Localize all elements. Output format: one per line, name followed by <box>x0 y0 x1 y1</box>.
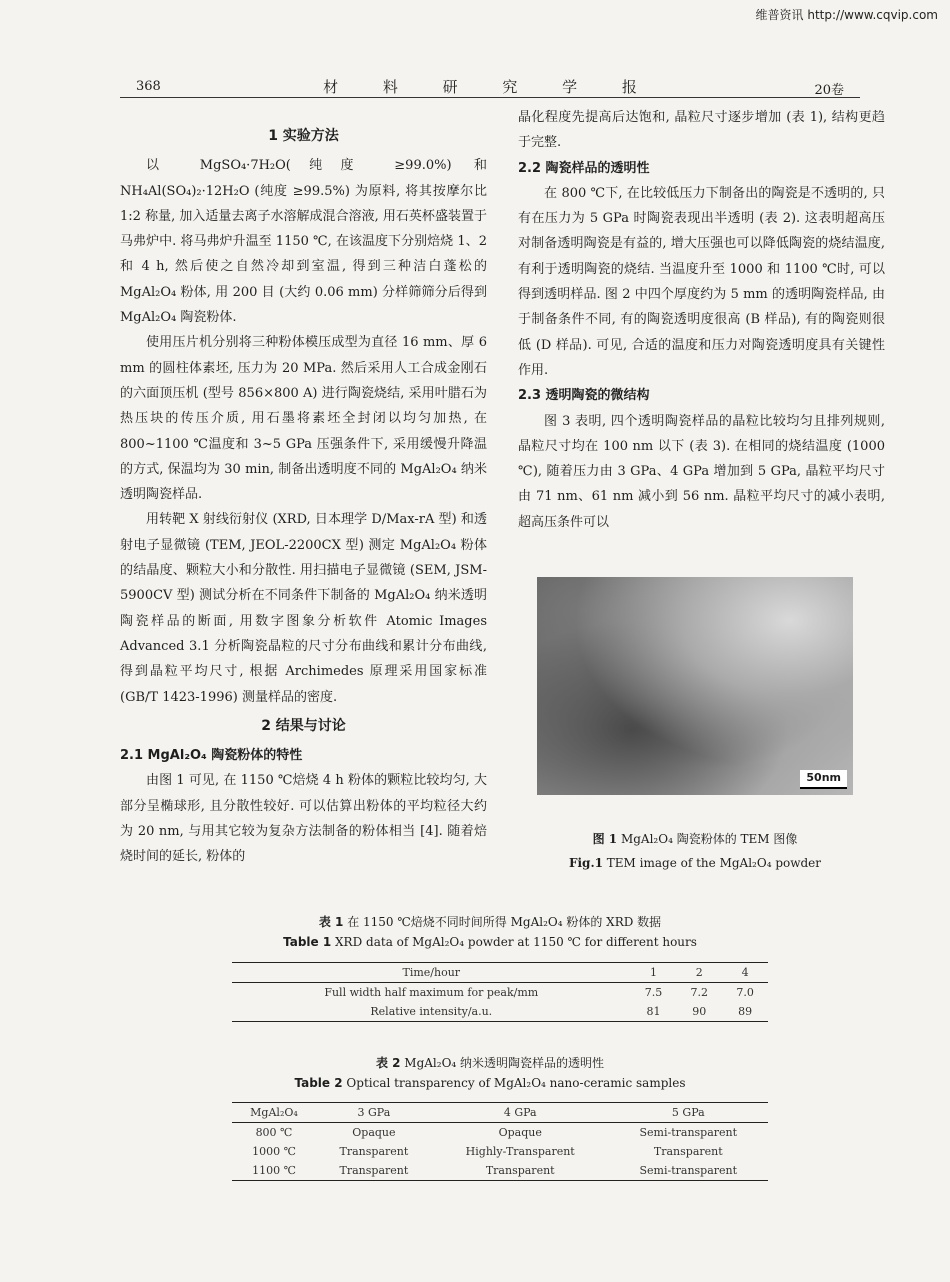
figure-caption <box>537 827 853 875</box>
table-cell: 7.2 <box>690 986 709 999</box>
table-cell: 7.0 <box>736 986 754 999</box>
table-cell: 800 ℃ <box>255 1126 293 1139</box>
table-cell: Opaque <box>352 1126 396 1139</box>
table-header-cell: 4 <box>722 963 768 983</box>
table-header-cell: 5 GPa <box>609 1103 768 1123</box>
figure-label-en: Fig.1 <box>568 856 603 870</box>
figure-caption-cn: MgAl₂O₄ 陶瓷粉体的 TEM 图像 <box>620 832 798 846</box>
running-header <box>120 75 860 98</box>
paragraph: 在 800 ℃下, 在比较低压力下制备出的陶瓷是不透明的, 只有在压力为 5 GPa 时陶瓷表现出半透明 (表 2). 这表明超高压对制备透明陶瓷是有益的, 增大压强也可以降低陶瓷的烧结温度, 有利于透明陶瓷的烧结. 当温度升至 1000 和 1100 ℃时, 可以得到透明样品. 图 2 中四个厚度约为 5 mm 的透明陶瓷样品, 由于制备条件不同, 有的陶瓷透明度很高 (B 样品), 有的陶瓷则很低 (D 样品). 可见, 合适的温度和压力对陶瓷透明度具有关键性作用. <box>518 185 885 378</box>
table-cell: Transparent <box>316 1161 432 1181</box>
table-cell: 89 <box>722 1002 768 1022</box>
table-cell: Semi-transparent <box>609 1161 768 1181</box>
watermark: 维普资讯 http://www.cqvip.com <box>755 8 938 22</box>
table2-label-cn: 表 2 <box>375 1056 401 1070</box>
table1-caption-cn: 在 1150 ℃焙烧不同时间所得 MgAl₂O₄ 粉体的 XRD 数据 <box>347 915 662 929</box>
subsection-heading-2-3: 2.3 透明陶瓷的微结构 <box>518 388 650 404</box>
section-heading-1: 1 实验方法 <box>268 128 339 144</box>
paragraph: 以 MgSO₄·7H₂O(纯度 ≥99.0%) 和 NH₄Al(SO₄)₂·12H₂O (纯度 ≥99.5%) 为原料, 将其按摩尔比 1:2 称量, 加入适量去离子水溶解成混合溶液, 用石英杯盛装置于马弗炉中. 将马弗炉升温至 1150 ℃, 在该温度下分别焙烧 1、2 和 4 h, 然后使之自然冷却到室温, 得到三种洁白蓬松的 MgAl₂O₄ 粉体, 用 200 目 (大约 0.06 mm) 分样筛筛分后得到 MgAl₂O₄ 陶瓷粉体. <box>120 158 487 326</box>
table1 <box>232 962 768 1022</box>
table1-caption <box>120 912 860 952</box>
table1-caption-en: XRD data of MgAl₂O₄ powder at 1150 ℃ for different hours <box>335 935 697 949</box>
table-cell: Highly-Transparent <box>465 1145 575 1158</box>
table2-caption <box>120 1053 860 1093</box>
volume-label: 20卷 <box>814 83 844 98</box>
table-row <box>232 1002 768 1022</box>
subsection-heading-2-2: 2.2 陶瓷样品的透明性 <box>518 160 650 176</box>
journal-title: 材 料 研 究 学 报 <box>323 78 657 96</box>
table-cell: Full width half maximum for peak/mm <box>324 986 539 999</box>
table-cell: Relative intensity/a.u. <box>232 1002 631 1022</box>
paragraph: 用转靶 X 射线衍射仪 (XRD, 日本理学 D/Max-rA 型) 和透射电子显微镜 (TEM, JEOL-2200CX 型) 测定 MgAl₂O₄ 粉体的结晶度、颗粒大小和分散性. 用扫描电子显微镜 (SEM, JSM-5900CV 型) 测试分析在不同条件下制备的 MgAl₂O₄ 纳米透明陶瓷样品的断面, 用数字图象分析软件 Atomic Images Advanced 3.1 分析陶瓷晶粒的尺寸分布曲线和累计分布曲线, 得到晶粒平均尺寸, 根据 Archimedes 原理采用国家标准 (GB/T 1423-1996) 测量样品的密度. <box>120 512 487 705</box>
table-cell: Transparent <box>339 1145 409 1158</box>
table-cell: 81 <box>631 1002 677 1022</box>
table-cell: Opaque <box>498 1126 542 1139</box>
section-heading-2: 2 结果与讨论 <box>261 717 346 734</box>
table-header-row <box>232 963 768 983</box>
table-header-cell: Time/hour <box>232 963 631 983</box>
right-column <box>518 105 885 535</box>
table1-label-cn: 表 1 <box>318 915 344 929</box>
table2-caption-cn: MgAl₂O₄ 纳米透明陶瓷样品的透明性 <box>404 1056 605 1070</box>
table-row <box>232 1142 768 1161</box>
figure-caption-en: TEM image of the MgAl₂O₄ powder <box>606 856 822 870</box>
table-header-cell: 2 <box>676 963 722 983</box>
table-cell: Transparent <box>653 1145 723 1158</box>
left-column <box>120 120 487 870</box>
table-cell: Transparent <box>432 1161 609 1181</box>
paragraph: 使用压片机分别将三种粉体模压成型为直径 16 mm、厚 6 mm 的圆柱体素坯, 压力为 20 MPa. 然后采用人工合成金刚石的六面顶压机 (型号 856×800 A) 进行陶瓷烧结, 采用叶腊石为热压块的传压介质, 用石墨将素坯全封闭以均匀加热, 在 800~1100 ℃温度和 3~5 GPa 压强条件下, 采用缓慢升降温的方式, 保温均为 30 min, 制备出透明度不同的 MgAl₂O₄ 纳米透明陶瓷样品. <box>120 335 487 503</box>
table-cell: 1100 ℃ <box>232 1161 316 1181</box>
table-header-row <box>232 1103 768 1123</box>
table1-label-en: Table 1 <box>283 935 332 949</box>
table-cell: 90 <box>676 1002 722 1022</box>
table-header-cell: MgAl₂O₄ <box>232 1103 316 1123</box>
table-row <box>232 983 768 1003</box>
scale-bar: 50nm <box>800 770 847 789</box>
table-row <box>232 1161 768 1181</box>
table-header-cell: 1 <box>631 963 677 983</box>
table2-label-en: Table 2 <box>294 1076 343 1090</box>
tem-micrograph <box>537 577 853 795</box>
page-number: 368 <box>136 79 161 94</box>
table-cell: 1000 ℃ <box>252 1145 296 1158</box>
table-cell: 7.5 <box>644 986 663 999</box>
figure-label-cn: 图 1 <box>592 832 618 846</box>
paragraph: 由图 1 可见, 在 1150 ℃焙烧 4 h 粉体的颗粒比较均匀, 大部分呈椭球形, 且分散性较好. 可以估算出粉体的平均粒径大约为 20 nm, 与用其它较为复杂方法制备的粉体相当 [4]. 随着焙烧时间的延长, 粉体的 <box>120 773 487 865</box>
paragraph: 晶化程度先提高后达饱和, 晶粒尺寸逐步增加 (表 1), 结构更趋于完整. <box>518 110 885 151</box>
table-cell: Semi-transparent <box>639 1126 738 1139</box>
paragraph: 图 3 表明, 四个透明陶瓷样品的晶粒比较均匀且排列规则, 晶粒尺寸均在 100 nm 以下 (表 3). 在相同的烧结温度 (1000 ℃), 随着压力由 3 GPa、4 GPa 增加到 5 GPa, 晶粒平均尺寸由 71 nm、61 nm 减小到 56 nm. 晶粒平均尺寸的减小表明, 超高压条件可以 <box>518 413 885 530</box>
table2-caption-en: Optical transparency of MgAl₂O₄ nano-ceramic samples <box>346 1076 686 1090</box>
table2 <box>232 1102 768 1181</box>
table-row <box>232 1123 768 1143</box>
table-header-cell: 4 GPa <box>432 1103 609 1123</box>
table-header-cell: 3 GPa <box>316 1103 432 1123</box>
subsection-heading-2-1: 2.1 MgAl₂O₄ 陶瓷粉体的特性 <box>120 748 303 764</box>
